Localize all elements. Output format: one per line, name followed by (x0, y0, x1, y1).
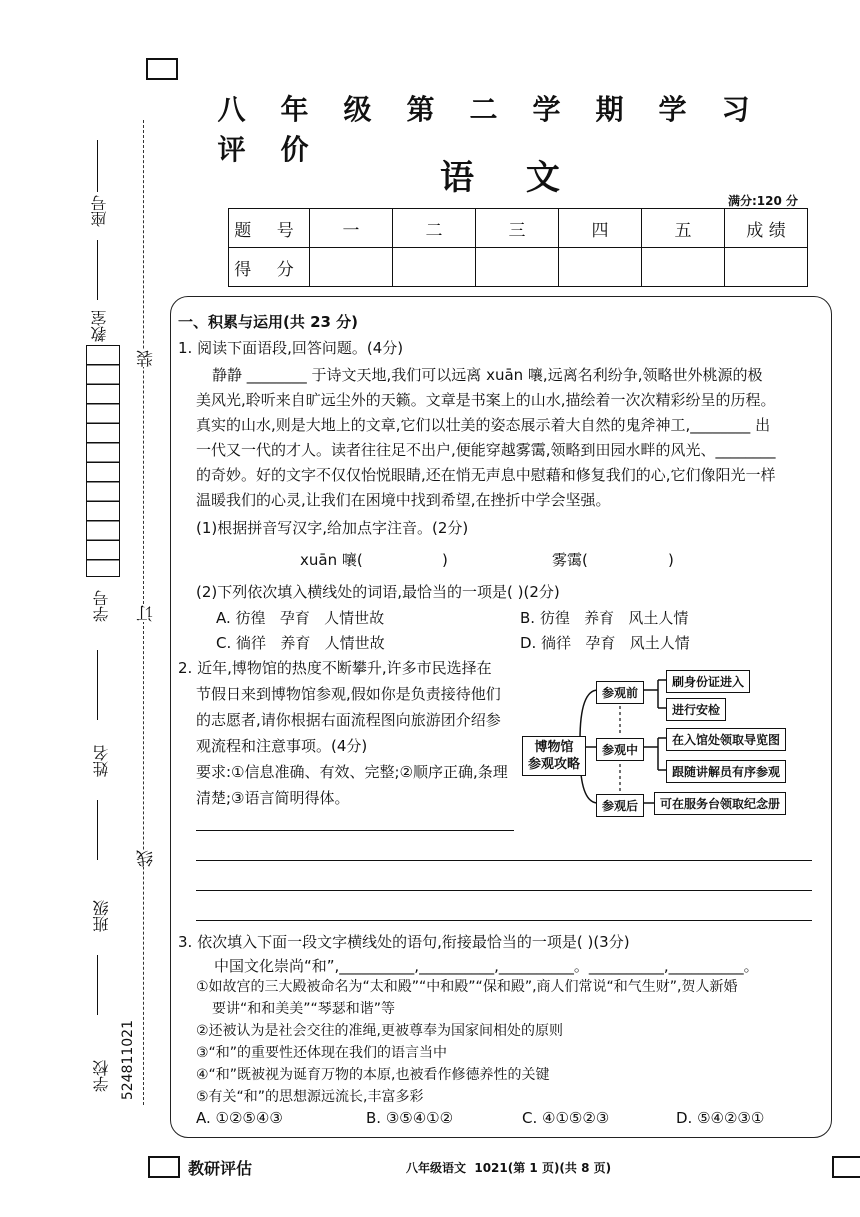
score-cell[interactable] (642, 248, 725, 287)
q1-2-option[interactable]: B. 彷徨 养育 风土人情 (520, 609, 689, 627)
corner-box-bottom-right (832, 1156, 860, 1178)
student-no-label: 学号 (92, 590, 111, 622)
q1-2-option[interactable]: A. 彷徨 孕育 人情世故 (216, 609, 385, 627)
full-score: 满分:120 分 (728, 194, 799, 208)
q1-1-b: 雾霭( (552, 551, 588, 569)
score-table-col: 成 绩 (725, 209, 808, 248)
score-cell[interactable] (393, 248, 476, 287)
q1-1-a-end[interactable]: ) (442, 551, 448, 569)
class-label: 班级 (92, 900, 111, 932)
passage-line: 一代又一代的才人。读者往往足不出户,便能穿越雾霭,领略到田园水畔的风光、________ (196, 441, 776, 459)
flow-center-line: 博物馆 (534, 740, 574, 755)
flow-step: 刷身份证进入 (666, 670, 750, 693)
title-char: 期 (595, 93, 624, 126)
xian-mark: 线 (134, 850, 159, 867)
q1-2-option[interactable]: D. 徜徉 孕育 风土人情 (520, 634, 690, 652)
title-char: 级 (343, 93, 372, 126)
score-table-header: 题 号 (229, 209, 310, 248)
corner-box-top-left (146, 58, 178, 80)
q2-line: 2. 近年,博物馆的热度不断攀升,许多市民选择在 (178, 659, 492, 677)
q1-1-a: xuān 嚷( (300, 551, 363, 569)
passage-line: 美风光,聆听来自旷远尘外的天籁。文章是书案上的山水,描绘着一次次精彩纷呈的历程。 (196, 391, 776, 409)
zhuang-mark: 装 (134, 350, 159, 367)
q1-title: 1. 阅读下面语段,回答问题。(4分) (178, 339, 404, 357)
score-table-col: 三 (476, 209, 559, 248)
passage-line: 真实的山水,则是大地上的文章,它们以壮美的姿态展示着大自然的鬼斧神工,________ 出 (196, 416, 771, 434)
passage-line: 静静 ________ 于诗文天地,我们可以远离 xuān 嚷,远离名利纷争,领略世外桃源的极 (212, 366, 763, 384)
score-cell[interactable] (559, 248, 642, 287)
q3-item: ④“和”既被视为诞育万物的本原,也被看作修德养性的关键 (196, 1067, 550, 1083)
q3-item: ①如故宫的三大殿被命名为“太和殿”“中和殿”“保和殿”,商人们常说“和气生财”,贺人新婚 (196, 979, 738, 995)
seat-label: 座号 (90, 195, 109, 227)
score-cell[interactable] (725, 248, 808, 287)
q3-item: ②还被认为是社会交往的准绳,更被尊奉为国家间相处的原则 (196, 1023, 563, 1039)
q3-title: 3. 依次填入下面一段文字横线处的语句,衔接最恰当的一项是( )(3分) (178, 933, 630, 951)
q3-option[interactable]: C. ④①⑤②③ (522, 1109, 610, 1127)
answer-line[interactable] (196, 860, 812, 861)
score-table-col: 二 (393, 209, 476, 248)
score-row-label: 得 分 (229, 248, 310, 287)
q2-line: 清楚;③语言简明得体。 (196, 789, 350, 807)
class-line (97, 955, 98, 1015)
score-cell[interactable] (310, 248, 393, 287)
ding-mark: 订 (134, 605, 159, 622)
flow-step: 进行安检 (666, 698, 726, 721)
q1-1-b-end[interactable]: ) (668, 551, 674, 569)
title-char: 八 (217, 93, 246, 126)
title-char: 学 (658, 93, 687, 126)
q3-item: 要讲“和和美美”“琴瑟和谐”等 (212, 1001, 396, 1017)
corner-box-bottom-left (148, 1156, 180, 1178)
title-char: 价 (280, 133, 309, 166)
flow-center (522, 736, 586, 776)
name-line-2 (97, 800, 98, 860)
flow-center-line: 参观攻略 (528, 757, 581, 772)
room-line (97, 240, 98, 300)
score-table-col: 五 (642, 209, 725, 248)
footer-page-info: 八年级语文 1021(第 1 页)(共 8 页) (406, 1161, 612, 1175)
footer-brand: 教研评估 (188, 1159, 253, 1178)
title-char: 学 (532, 93, 561, 126)
q3-option[interactable]: A. ①②⑤④③ (196, 1109, 283, 1127)
score-table-col: 一 (310, 209, 393, 248)
q3-option[interactable]: D. ⑤④②③① (676, 1109, 765, 1127)
passage-line: 的奇妙。好的文字不仅仅怡悦眼睛,还在悄无声息中慰藉和修复我们的心,它们像阳光一样 (196, 466, 776, 484)
title-char: 习 (721, 93, 750, 126)
name-line (97, 650, 98, 720)
exam-code: 524811021 (120, 1020, 136, 1101)
title-char: 第 (406, 93, 435, 126)
q2-line: 观流程和注意事项。(4分) (196, 737, 368, 755)
section-heading: 一、积累与运用(共 23 分) (178, 313, 359, 331)
q1-2: (2)下列依次填入横线处的词语,最恰当的一项是( )(2分) (196, 583, 560, 601)
q3-item: ⑤有关“和”的思想源远流长,丰富多彩 (196, 1089, 424, 1105)
title-char: 年 (280, 93, 309, 126)
school-label: 学校 (92, 1060, 111, 1092)
q1-1: (1)根据拼音写汉字,给加点字注音。(2分) (196, 519, 469, 537)
q2-line: 的志愿者,请你根据右面流程图向旅游团介绍参 (196, 711, 501, 729)
score-table (228, 208, 808, 287)
score-cell[interactable] (476, 248, 559, 287)
title-char: 二 (469, 93, 498, 126)
title-char: 评 (217, 133, 246, 166)
q2-line: 要求:①信息准确、有效、完整;②顺序正确,条理 (196, 763, 508, 781)
answer-line[interactable] (196, 890, 812, 891)
score-table-col: 四 (559, 209, 642, 248)
answer-line[interactable] (196, 920, 812, 921)
q3-item: ③“和”的重要性还体现在我们的语言当中 (196, 1045, 448, 1061)
flow-step: 可在服务台领取纪念册 (654, 792, 786, 815)
name-label: 姓名 (92, 745, 111, 777)
answer-line[interactable] (196, 830, 514, 831)
flow-step: 跟随讲解员有序参观 (666, 760, 786, 783)
q1-2-option[interactable]: C. 徜徉 养育 人情世故 (216, 634, 385, 652)
flow-step: 在入馆处领取导览图 (666, 728, 786, 751)
seat-line (97, 140, 98, 192)
flow-stage-after: 参观后 (596, 794, 644, 817)
student-number-grid[interactable] (86, 345, 120, 577)
flow-stage-during: 参观中 (596, 738, 644, 761)
q2-line: 节假日来到博物馆参观,假如你是负责接待他们 (196, 685, 501, 703)
subject-title: 语 文 (440, 158, 580, 198)
q3-option[interactable]: B. ③⑤④①② (366, 1109, 454, 1127)
q3-lead: 中国文化崇尚“和”,__________,__________,__________。__________,__________。 (214, 957, 759, 975)
room-label: 教室 (90, 310, 109, 342)
flow-stage-before: 参观前 (596, 681, 644, 704)
passage-line: 温暖我们的心灵,让我们在困境中找到希望,在挫折中学会坚强。 (196, 491, 611, 509)
